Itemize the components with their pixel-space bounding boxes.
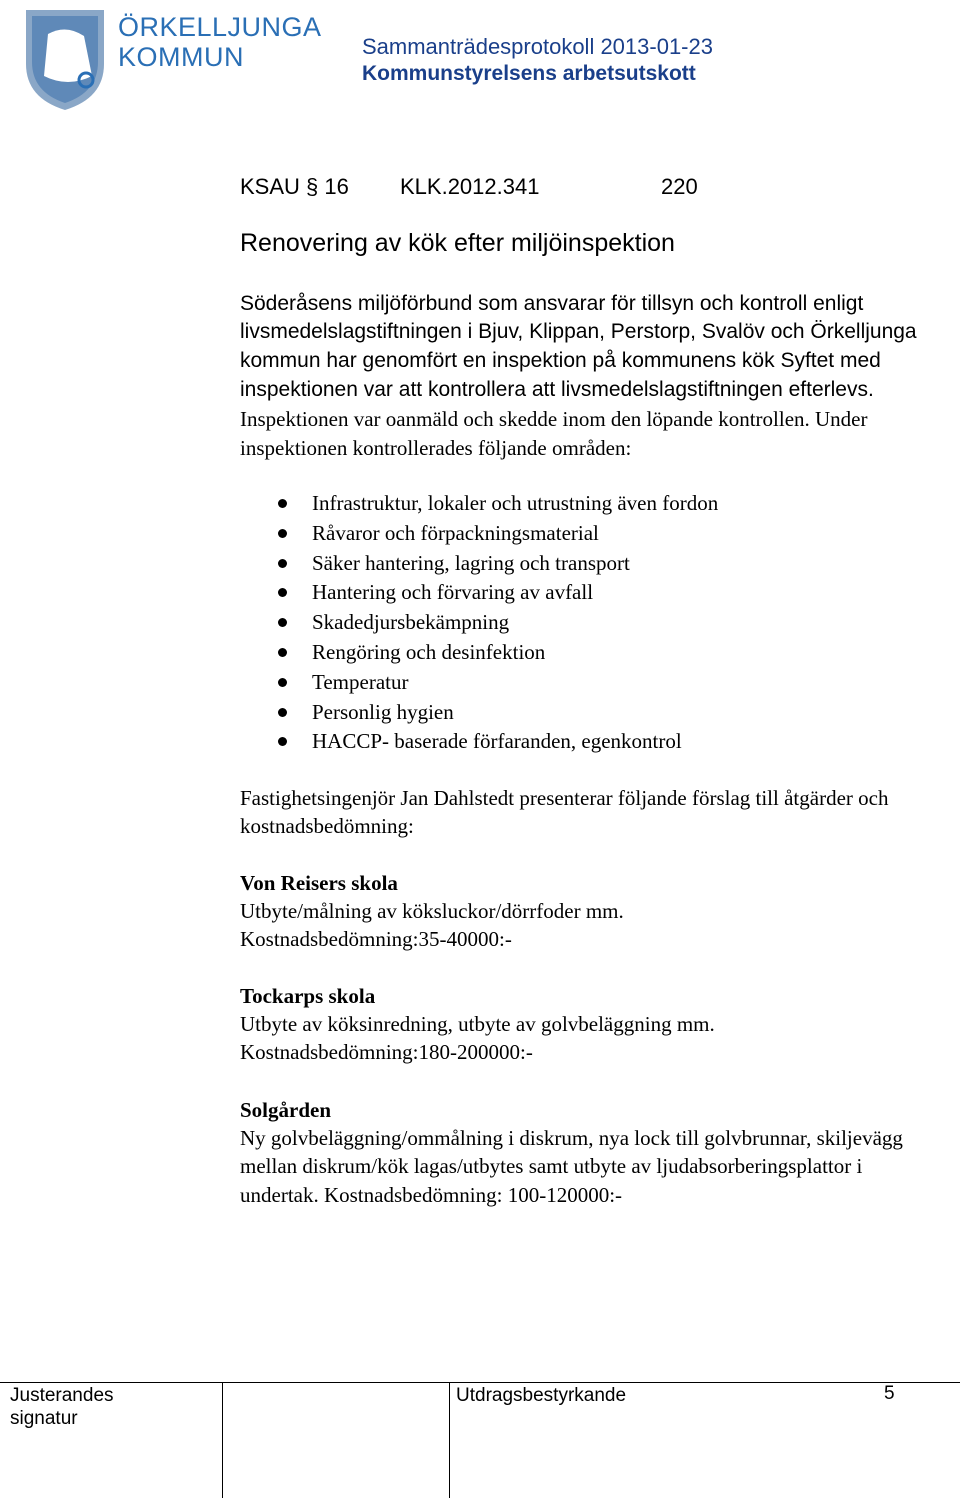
protocol-title: Sammanträdesprotokoll 2013-01-23 [362,34,713,59]
section-title: Renovering av kök efter miljöinspektion [240,229,675,257]
bullet-icon [278,648,287,657]
school-name: Tockarps skola [240,984,376,1008]
intro-paragraph [240,290,940,463]
school-name: Solgården [240,1098,332,1122]
certified-label: Utdragsbestyrkande [456,1385,627,1406]
bullet-icon [278,559,287,568]
footer-divider [0,1382,960,1383]
bullet-icon [278,588,287,597]
school-work: Ny golvbeläggning/ommålning i diskrum, nya lock till golvbrunnar, skiljevägg mellan diskrum/kök lagas/utbytes samt utbyte av ljudabsorberingsplattor i undertak. Kostnadsbedömning: 100-120000:- [240,1126,903,1207]
logo-line-1: ÖRKELLJUNGA [118,12,322,42]
school-cost: Kostnadsbedömning:35-40000:- [240,927,512,952]
committee-name: Kommunstyrelsens arbetsutskott [362,62,696,85]
school-solgarden [240,1096,940,1209]
bullet-icon [278,618,287,627]
inspection-areas-list [240,489,718,757]
intro-text-sans: Söderåsens miljöförbund som ansvarar för tillsyn och kontroll enligt livsmedelslagstiftningen i Bjuv, Klippan, Perstorp, Svalöv och Örkelljunga kommun har genomfört en inspektion på kommunens kök Syftet med inspektionen var att kontrollera att livsmedelslagstiftningen efterlevs. [240,292,917,402]
intro-text-serif: Inspektionen var oanmäld och skedde inom den löpande kontrollen. Under inspektionen kontrollerades följande områden: [240,406,868,461]
archive-code: 220 [661,174,698,199]
list-item: Hantering och förvaring av avfall [240,578,718,608]
list-item: Säker hantering, lagring och transport [240,549,718,579]
school-tockarps [240,982,940,1067]
signature-label: Justerandes signatur [10,1385,114,1429]
bell-crest-icon [22,6,112,114]
bullet-icon [278,737,287,746]
list-item: Rengöring och desinfektion [240,638,718,668]
list-item: Skadedjursbekämpning [240,608,718,638]
municipality-logo [22,6,112,114]
list-item: Temperatur [240,668,718,698]
bullet-icon [278,529,287,538]
page-number: 5 [884,1383,895,1404]
ksau-ref: KSAU § 16 [240,174,349,199]
school-work: Utbyte av köksinredning, utbyte av golvbeläggning mm. [240,1012,715,1037]
list-item: HACCP- baserade förfaranden, egenkontrol [240,727,718,757]
footer-cell-divider [222,1382,223,1498]
logo-line-2: KOMMUN [118,42,244,72]
list-item: Råvaror och förpackningsmaterial [240,519,718,549]
bullet-icon [278,499,287,508]
list-item: Infrastruktur, lokaler och utrustning även fordon [240,489,718,519]
proposal-intro: Fastighetsingenjör Jan Dahlstedt presenterar följande förslag till åtgärder och kostnadsbedömning: [240,786,889,839]
klk-ref: KLK.2012.341 [400,174,540,199]
school-name: Von Reisers skola [240,871,398,895]
school-cost: Kostnadsbedömning:180-200000:- [240,1040,533,1065]
school-von-reisers [240,869,940,954]
school-work: Utbyte/målning av köksluckor/dörrfoder mm. [240,899,624,924]
bullet-icon [278,708,287,717]
list-item: Personlig hygien [240,698,718,728]
footer-cell-divider [449,1382,450,1498]
bullet-icon [278,678,287,687]
municipality-name [118,12,322,72]
